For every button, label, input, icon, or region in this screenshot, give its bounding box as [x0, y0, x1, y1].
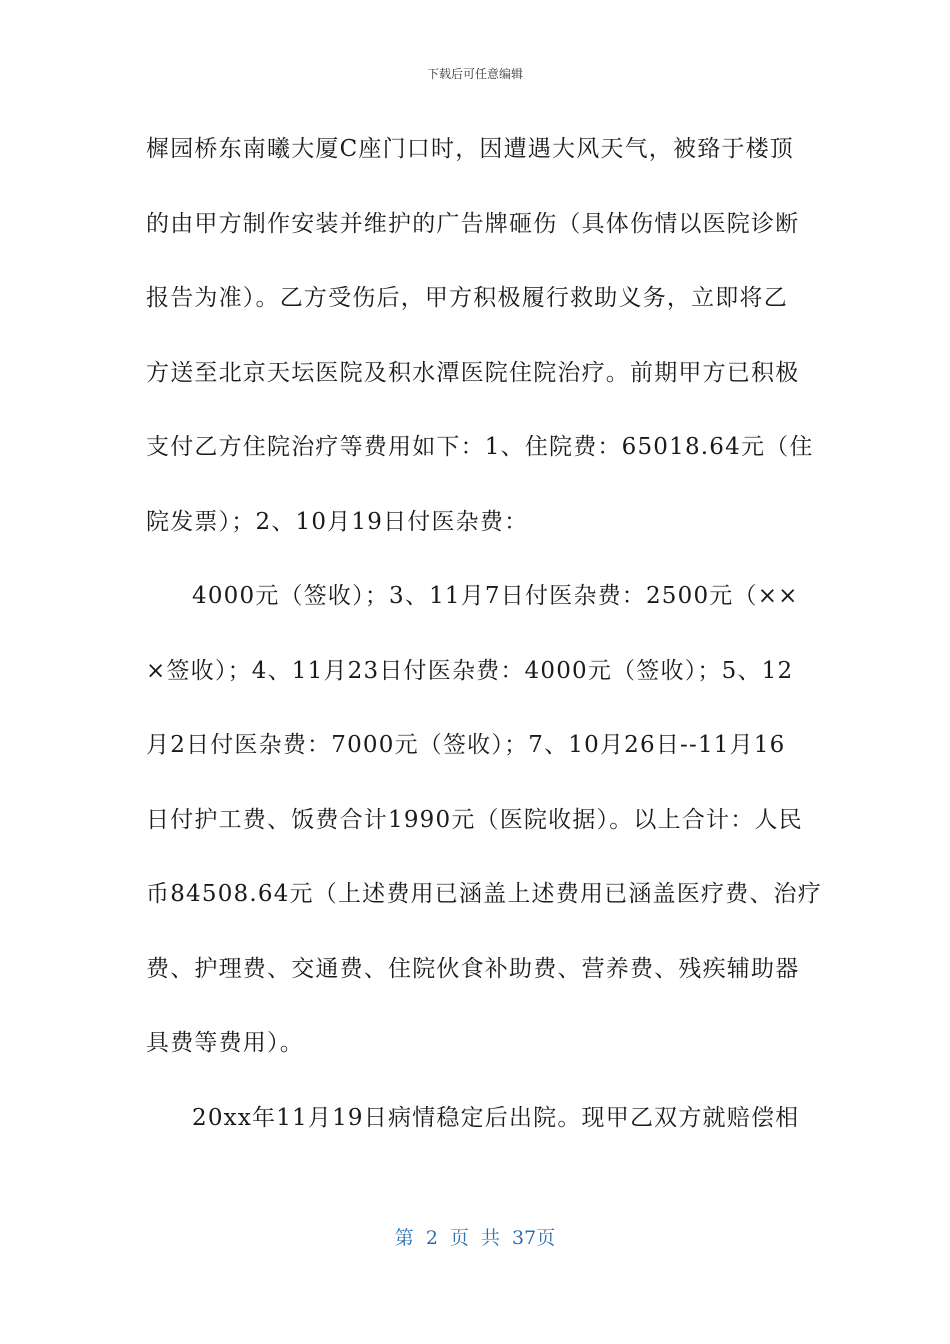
- page-header-note: 下载后可任意编辑: [426, 67, 523, 81]
- text-line-4: 方送至北京天坛医院及积水潭医院住院治疗。前期甲方已积极: [146, 359, 800, 386]
- document-body: [146, 112, 822, 1155]
- text-line-3: 报告为准）。乙方受伤后，甲方积极履行救助义务，立即将乙: [146, 285, 788, 311]
- text-line-6: 院发票）；2、10月19日付医杂费：: [146, 508, 529, 535]
- text-line-13: 具费等费用）。: [146, 1030, 304, 1056]
- page-number: 第 2 页 共 37页: [394, 1227, 556, 1249]
- text-line-7: 4000元（签收）；3、11月7日付医杂费：2500元（××: [192, 583, 799, 609]
- text-line-12: 费、护理费、交通费、住院伙食补助费、营养费、残疾辅助器: [146, 955, 800, 982]
- text-line-10: 日付护工费、饭费合计1990元（医院收据）。以上合计：人民: [146, 806, 803, 833]
- text-line-1: 樨园桥东南曦大厦C座门口时，因遭遇大风天气，被臵于楼顶: [146, 136, 794, 162]
- text-line-2: 的由甲方制作安装并维护的广告牌砸伤（具体伤情以医院诊断: [146, 210, 800, 237]
- text-line-9: 月2日付医杂费：7000元（签收）；7、10月26日--11月16: [146, 732, 786, 758]
- text-line-14: 20xx年11月19日病情稳定后出院。现甲乙双方就赔偿相: [192, 1104, 800, 1131]
- text-line-5: 支付乙方住院治疗等费用如下：1、住院费：65018.64元（住: [146, 434, 814, 460]
- text-line-11: 币84508.64元（上述费用已涵盖上述费用已涵盖医疗费、治疗: [146, 881, 822, 907]
- text-line-8: ×签收）；4、11月23日付医杂费：4000元（签收）；5、12: [146, 657, 794, 684]
